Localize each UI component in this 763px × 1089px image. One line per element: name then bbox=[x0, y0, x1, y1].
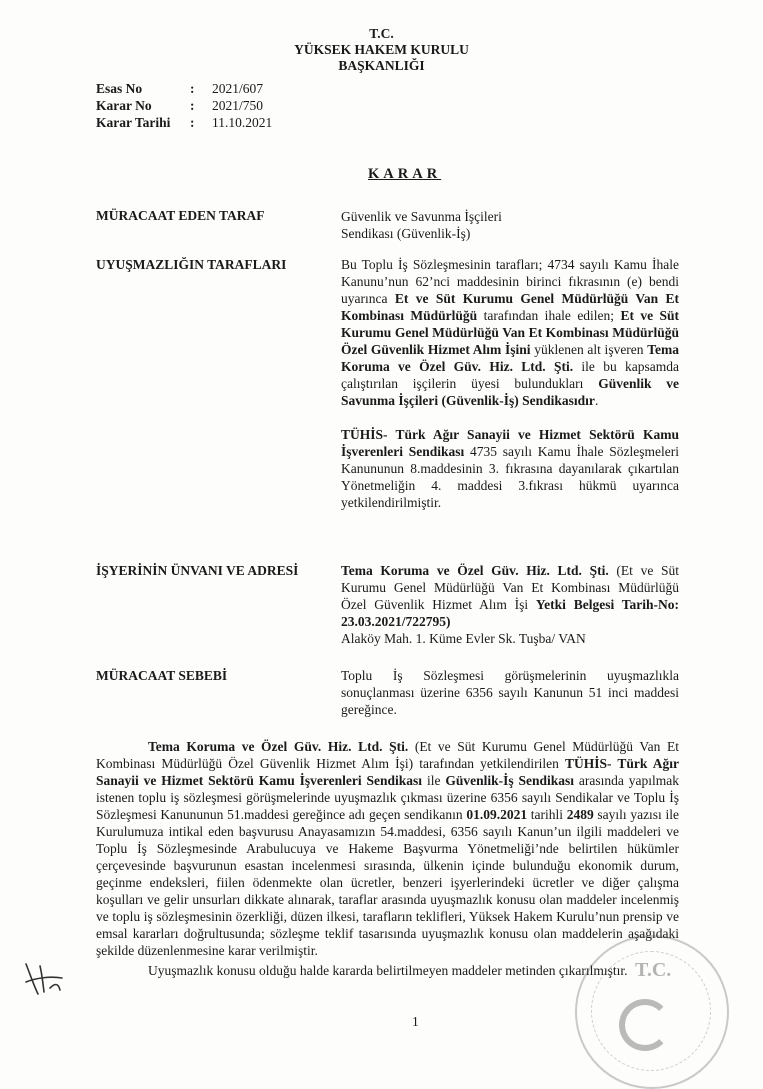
section-label-reason: MÜRACAAT SEBEBİ bbox=[96, 668, 228, 683]
workplace-paragraph bbox=[341, 562, 679, 647]
text-run: tarihli bbox=[527, 807, 567, 822]
parties-paragraph-1 bbox=[341, 256, 679, 409]
crescent-star-icon bbox=[619, 999, 671, 1051]
decision-body bbox=[96, 738, 679, 979]
text-run: tarafından ihale edilen; bbox=[477, 308, 621, 323]
decision-paragraph-1 bbox=[96, 738, 679, 959]
meta-value: 2021/607 bbox=[212, 81, 264, 96]
text-run: yüklenen alt işveren bbox=[530, 342, 648, 357]
meta-value: 11.10.2021 bbox=[212, 115, 273, 130]
section-reason-text: Toplu İş Sözleşmesi görüşmelerinin uyuşmazlıkla sonuçlanması üzerine 6356 sayılı Kanunun 51 inci maddesi gereğince. bbox=[341, 668, 679, 717]
text-run: Bu Toplu İş Sözleşmesinin tarafları; 4734 sayılı Kamu İhale Kanunu’nun 62’nci maddesinin birinci fıkrasının (e) bendi uyarınca bbox=[341, 257, 679, 306]
text-run-bold: Yetki Belgesi Tarih-No: 23.03.2021/722795) bbox=[341, 597, 680, 629]
official-seal bbox=[575, 935, 729, 1089]
handwritten-initial bbox=[20, 960, 70, 1000]
header-department: BAŞKANLIĞI bbox=[338, 58, 425, 73]
section-label-applicant: MÜRACAAT EDEN TARAF bbox=[96, 208, 265, 223]
text-run-bold: TÜHİS- Türk Ağır Sanayii ve Hizmet Sektörü Kamu İşverenleri Sendikası bbox=[341, 427, 679, 459]
text-run-bold: Tema Koruma ve Özel Güv. Hiz. Ltd. Şti. bbox=[341, 563, 609, 578]
seal-text: T.C. bbox=[635, 959, 672, 981]
section-parties-text bbox=[341, 256, 679, 511]
document-title: KARAR bbox=[368, 166, 442, 182]
meta-colon: : bbox=[190, 115, 195, 130]
header-institution: YÜKSEK HAKEM KURULU bbox=[294, 42, 469, 57]
workplace-address: Alaköy Mah. 1. Küme Evler Sk. Tuşba/ VAN bbox=[341, 631, 586, 646]
text-run: ile bbox=[422, 773, 446, 788]
meta-label: Karar No bbox=[96, 98, 152, 113]
text-run-bold: Tema Koruma ve Özel Güv. Hiz. Ltd. Şti. bbox=[341, 342, 680, 374]
section-applicant-text: Güvenlik ve Savunma İşçileri Sendikası (Güvenlik-İş) bbox=[341, 209, 502, 241]
meta-karar-row bbox=[96, 97, 272, 114]
text-run: arasında yapılmak istenen toplu iş sözleşmesi görüşmelerinde uyuşmazlık çıkması üzerine 6356 sayılı Sendikalar ve Toplu İş Sözleşmesi Kanununun 51.maddesi gereğince adı geçen sendikanın bbox=[96, 773, 679, 822]
text-run: (Et ve Süt Kurumu Genel Müdürlüğü Van Et Kombinası Müdürlüğü Özel Güvenlik Hizmet Alım İşi bbox=[341, 563, 680, 612]
meta-value: 2021/750 bbox=[212, 98, 264, 113]
meta-tarih-row bbox=[96, 114, 272, 131]
page-number: 1 bbox=[412, 1014, 419, 1029]
text-run-bold: Güvenlik-İş Sendikası bbox=[445, 773, 575, 788]
decision-paragraph-2: Uyuşmazlık konusu olduğu halde kararda belirtilmeyen maddeler metinden çıkarılmıştır. bbox=[148, 963, 628, 978]
text-run-bold: Güvenlik ve Savunma İşçileri (Güvenlik-İş) Sendikasıdır bbox=[341, 376, 680, 408]
text-run-bold: Et ve Süt Kurumu Genel Müdürlüğü Van Et Kombinası Müdürlüğü bbox=[341, 291, 679, 323]
text-run: 4735 sayılı Kamu İhale Sözleşmeleri Kanununun 8.maddesinin 3. fıkrasına dayanılarak çıkartılan Yönetmeliğin 4. maddesi 3.fıkrası hükmü uyarınca yetkilendirilmiştir. bbox=[341, 444, 680, 510]
meta-label: Esas No bbox=[96, 81, 143, 96]
section-label-workplace: İŞYERİNİN ÜNVANI VE ADRESİ bbox=[96, 563, 299, 578]
meta-esas-row bbox=[96, 80, 272, 97]
text-run-bold: Tema Koruma ve Özel Güv. Hiz. Ltd. Şti. bbox=[148, 739, 409, 754]
meta-colon: : bbox=[190, 81, 195, 96]
text-run: sayılı yazısı ile Kurulumuza intikal eden başvurusu Anayasamızın 54.maddesi, 6356 sayılı Kanun’un ilgili maddeleri ve Toplu İş Sözleşmesinde Arabulucuya ve Hakeme Başvurma Yönetmeliği’nde belirtilen hükümler çerçevesinde başvurunun esastan incelenmesi sırasında, ülkenin içinde bulunduğu ekonomik durum, geçinme endeksleri, fiilen ödenmekte olan ücretler, benzeri işyerlerindeki ücretler ve diğer çalışma koşulları ve gelir unsurları dikkate alınarak, taraflar arasında uyuşmazlık konusu olan maddeler incelenmiş ve toplu iş sözleşmesinin özerkliği, düzen ilkesi, tarafların teklifleri, Yüksek Hakem Kurulu’nun prensip ve emsal kararları doğrultusunda; sözleşme teklif tasarısında uyuşmazlık konusu olan maddelerin aşağıdaki şekilde düzenlenmesine karar verilmiştir. bbox=[96, 807, 679, 958]
text-run: ile bu kapsamda çalıştırılan işçilerin üyesi bulundukları bbox=[341, 359, 679, 391]
text-run: . bbox=[594, 393, 599, 408]
header-tc: T.C. bbox=[369, 26, 394, 41]
section-label-parties: UYUŞMAZLIĞIN TARAFLARI bbox=[96, 257, 287, 272]
document-header bbox=[0, 26, 763, 74]
parties-paragraph-2 bbox=[341, 426, 679, 511]
text-run-bold: TÜHİS- Türk Ağır Sanayii ve Hizmet Sektörü Kamu İşverenleri Sendikası bbox=[96, 756, 680, 788]
meta-colon: : bbox=[190, 98, 195, 113]
case-meta bbox=[96, 80, 272, 131]
meta-label: Karar Tarihi bbox=[96, 115, 171, 130]
section-workplace-text bbox=[341, 562, 679, 647]
text-run-bold: Et ve Süt Kurumu Genel Müdürlüğü Van Et Kombinası Müdürlüğü Özel Güvenlik Hizmet Alım İşini bbox=[341, 308, 679, 357]
text-run-bold: 2489 bbox=[566, 807, 594, 822]
text-run-bold: 01.09.2021 bbox=[466, 807, 528, 822]
text-run: (Et ve Süt Kurumu Genel Müdürlüğü Van Et Kombinası Müdürlüğü Özel Güvenlik Hizmet Alım İşi) tarafından yetkilendirilen bbox=[96, 739, 679, 771]
